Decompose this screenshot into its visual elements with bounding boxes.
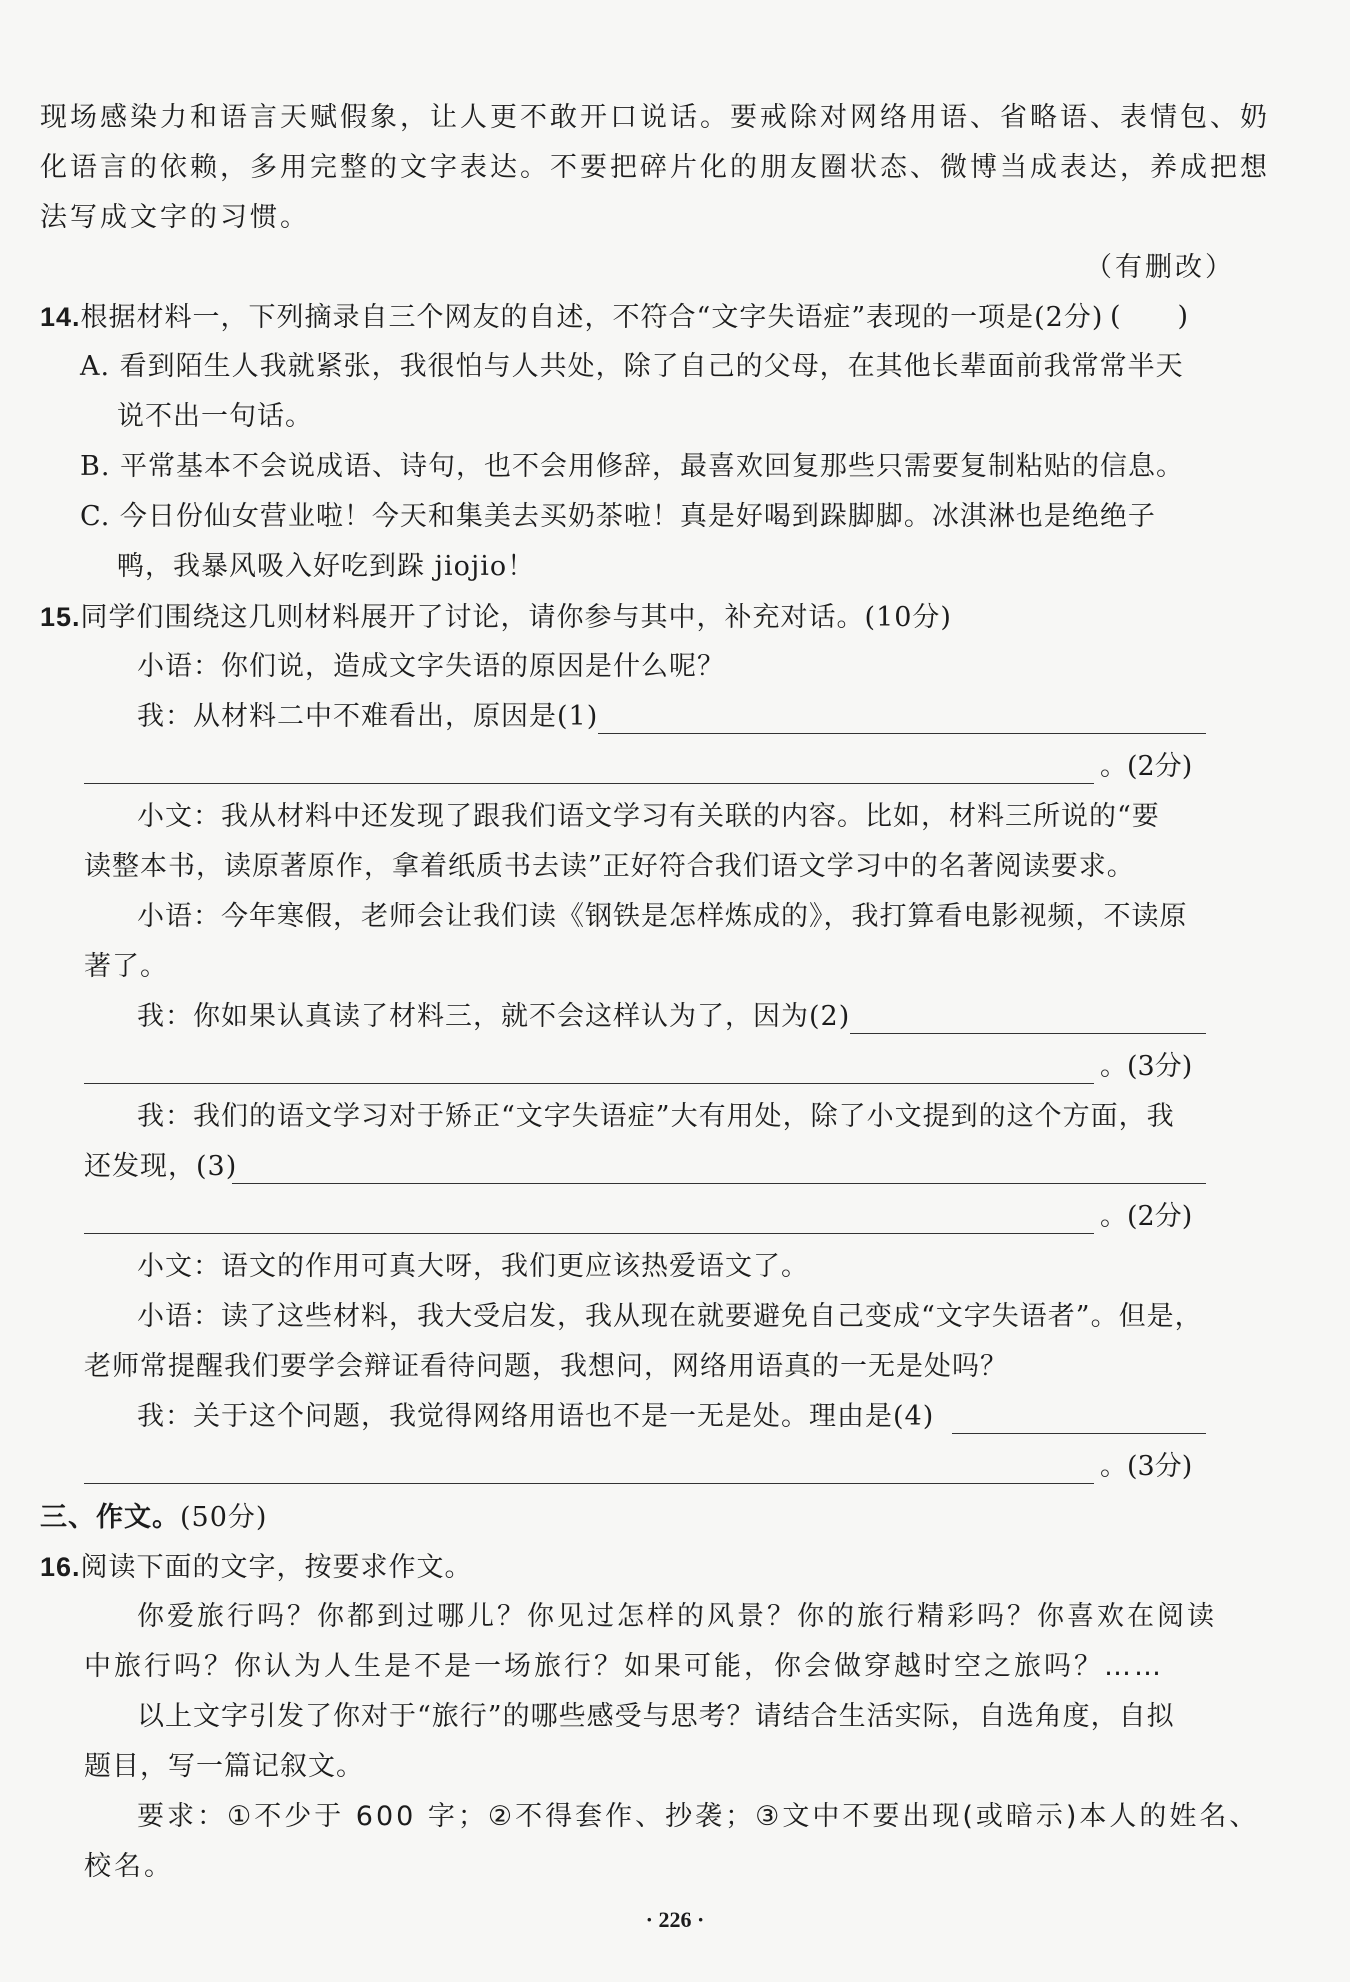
question-number: 14. bbox=[40, 302, 81, 332]
answer-blank-3a[interactable] bbox=[232, 1183, 1206, 1184]
passage-line: 化语言的依赖，多用完整的文字表达。不要把碎片化的朋友圈状态、微博当成表达，养成把想 bbox=[40, 152, 1270, 183]
answer-blank-3b[interactable] bbox=[84, 1233, 1094, 1234]
answer-blank-1a[interactable] bbox=[598, 733, 1206, 734]
question-number: 16. bbox=[40, 1552, 81, 1582]
option-c: C. 今日份仙女营业啦！今天和集美去买奶茶啦！真是好喝到跺脚脚。冰淇淋也是绝绝子 bbox=[80, 501, 1156, 532]
passage-line: 法写成文字的习惯。 bbox=[40, 202, 310, 233]
dialogue-line: 小语：读了这些材料，我大受启发，我从现在就要避免自己变成“文字失语者”。但是， bbox=[137, 1301, 1203, 1332]
points-label: 。(2分) bbox=[1100, 751, 1193, 782]
dialogue-line: 还发现，(3) bbox=[84, 1151, 238, 1182]
option-b: B. 平常基本不会说成语、诗句，也不会用修辞，最喜欢回复那些只需要复制粘贴的信息。 bbox=[80, 451, 1185, 482]
dialogue-line: 我：你如果认真读了材料三，就不会这样认为了，因为(2) bbox=[137, 1001, 851, 1032]
answer-blank-4b[interactable] bbox=[84, 1483, 1094, 1484]
dialogue-line: 小语：今年寒假，老师会让我们读《钢铁是怎样炼成的》，我打算看电影视频，不读原 bbox=[137, 901, 1188, 932]
option-a: A. 看到陌生人我就紧张，我很怕与人共处，除了自己的父母，在其他长辈面前我常常半天 bbox=[80, 351, 1184, 382]
question-16 bbox=[40, 1547, 473, 1588]
question-text: 阅读下面的文字，按要求作文。 bbox=[80, 1552, 473, 1583]
requirements: 要求：①不少于 600 字；②不得套作、抄袭；③文中不要出现(或暗示)本人的姓名、 bbox=[137, 1801, 1260, 1832]
answer-blank-1b[interactable] bbox=[84, 783, 1094, 784]
dialogue-line: 小语：你们说，造成文字失语的原因是什么呢？ bbox=[137, 651, 725, 682]
question-14 bbox=[40, 297, 1103, 338]
prompt-line: 题目，写一篇记叙文。 bbox=[84, 1751, 364, 1782]
answer-blank-2b[interactable] bbox=[84, 1083, 1094, 1084]
section-points: (50分) bbox=[180, 1502, 268, 1533]
dialogue-line: 老师常提醒我们要学会辩证看待问题，我想问，网络用语真的一无是处吗？ bbox=[84, 1351, 1008, 1382]
question-number: 15. bbox=[40, 602, 81, 632]
prompt-line: 中旅行吗？你认为人生是不是一场旅行？如果可能，你会做穿越时空之旅吗？…… bbox=[84, 1651, 1164, 1682]
dialogue-line: 读整本书，读原著原作，拿着纸质书去读”正好符合我们语文学习中的名著阅读要求。 bbox=[84, 851, 1135, 882]
question-15 bbox=[40, 597, 952, 638]
source-note: （有删改） bbox=[1085, 252, 1235, 283]
dialogue-line: 小文：语文的作用可真大呀，我们更应该热爱语文了。 bbox=[137, 1251, 809, 1282]
points-label: 。(3分) bbox=[1100, 1451, 1193, 1482]
prompt-line: 你爱旅行吗？你都到过哪儿？你见过怎样的风景？你的旅行精彩吗？你喜欢在阅读 bbox=[137, 1601, 1217, 1632]
dialogue-line: 小文：我从材料中还发现了跟我们语文学习有关联的内容。比如，材料三所说的“要 bbox=[137, 801, 1160, 832]
option-c-cont: 鸭，我暴风吸入好吃到跺 jiojio！ bbox=[117, 551, 536, 582]
dialogue-line: 我：从材料二中不难看出，原因是(1) bbox=[137, 701, 599, 732]
dialogue-line: 我：我们的语文学习对于矫正“文字失语症”大有用处，除了小文提到的这个方面，我 bbox=[137, 1101, 1175, 1132]
section-heading bbox=[40, 1497, 267, 1538]
prompt-line: 以上文字引发了你对于“旅行”的哪些感受与思考？请结合生活实际，自选角度，自拟 bbox=[137, 1701, 1175, 1732]
dialogue-line: 著了。 bbox=[84, 951, 168, 982]
page-number: · 226 · bbox=[645, 1907, 705, 1932]
question-text: 同学们围绕这几则材料展开了讨论，请你参与其中，补充对话。(10分) bbox=[80, 602, 952, 633]
option-a-cont: 说不出一句话。 bbox=[117, 401, 313, 432]
section-title: 三、作文。 bbox=[40, 1502, 180, 1532]
requirements-cont: 校名。 bbox=[84, 1851, 174, 1882]
passage-line: 现场感染力和语言天赋假象，让人更不敢开口说话。要戒除对网络用语、省略语、表情包、奶 bbox=[40, 102, 1270, 133]
answer-blank-4a[interactable] bbox=[952, 1433, 1206, 1434]
points-label: 。(2分) bbox=[1100, 1201, 1193, 1232]
dialogue-line: 我：关于这个问题，我觉得网络用语也不是一无是处。理由是(4) bbox=[137, 1401, 935, 1432]
question-text: 根据材料一，下列摘录自三个网友的自述，不符合“文字失语症”表现的一项是(2分) bbox=[80, 302, 1104, 333]
answer-blank-2a[interactable] bbox=[850, 1033, 1206, 1034]
answer-paren[interactable]: ( ) bbox=[1110, 301, 1190, 332]
points-label: 。(3分) bbox=[1100, 1051, 1193, 1082]
